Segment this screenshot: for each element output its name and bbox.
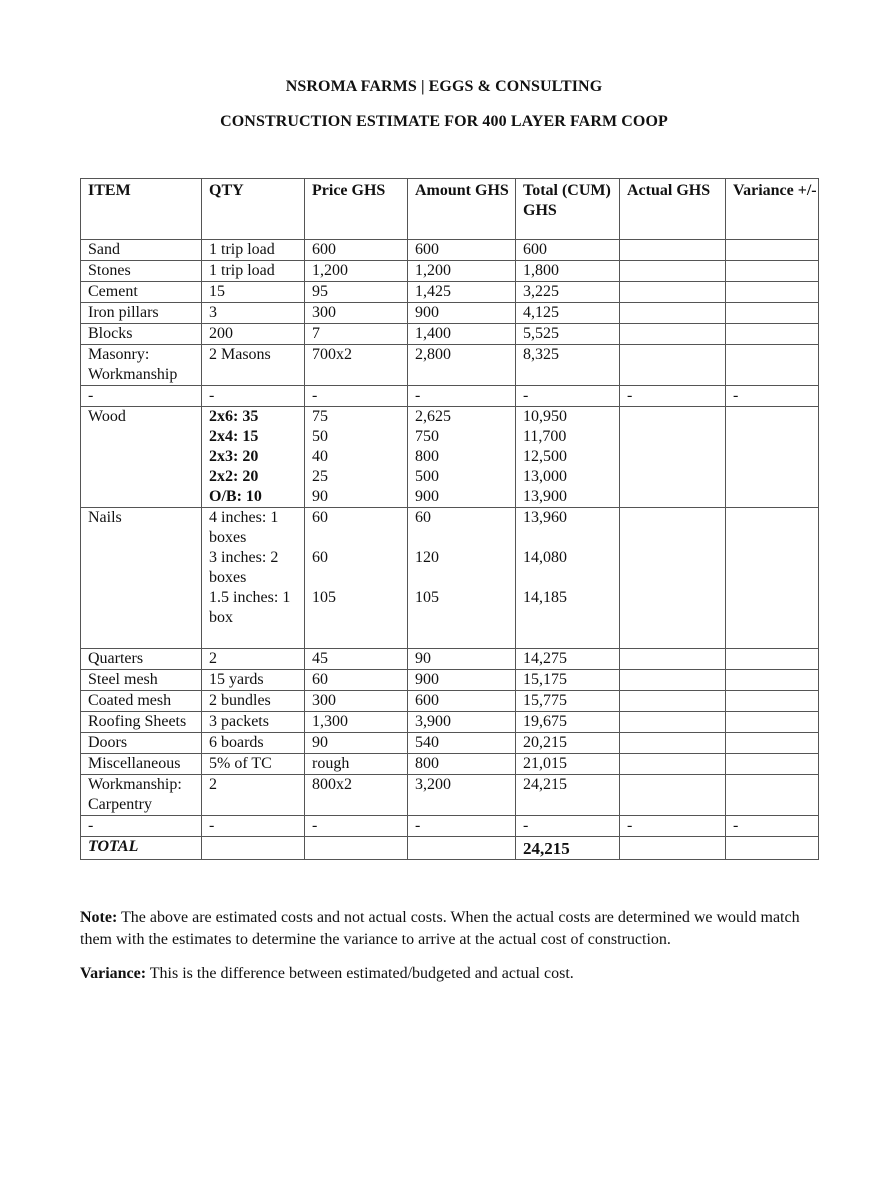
cell-variance <box>726 345 819 386</box>
cell-qty: 2 Masons <box>202 345 305 386</box>
cell-price: 1,200 <box>305 261 408 282</box>
table-row <box>81 303 819 324</box>
cell-qty: 15 yards <box>202 670 305 691</box>
cell-item: Roofing Sheets <box>81 712 202 733</box>
header-variance: Variance +/- <box>726 179 819 240</box>
cell-price: 95 <box>305 282 408 303</box>
cell-variance <box>726 649 819 670</box>
cell-price: rough <box>305 754 408 775</box>
cell-qty: 1 trip load <box>202 240 305 261</box>
total-row <box>81 837 819 860</box>
total-label: TOTAL <box>81 837 202 860</box>
table-row <box>81 261 819 282</box>
cell-amount: 900 <box>408 670 516 691</box>
wood-qty: 2x6: 35 <box>209 408 259 425</box>
header-amount: Amount GHS <box>408 179 516 240</box>
wood-qty: 2x2: 20 <box>209 468 259 485</box>
cell-amount <box>408 407 516 508</box>
cell-item: Miscellaneous <box>81 754 202 775</box>
cell-variance <box>726 670 819 691</box>
cell-total: 5,525 <box>516 324 620 345</box>
wood-row <box>81 407 819 508</box>
wood-total: 10,950 <box>523 408 567 425</box>
cell-total: - <box>516 386 620 407</box>
cell-actual <box>620 670 726 691</box>
cell-total: 15,775 <box>516 691 620 712</box>
separator-row <box>81 386 819 407</box>
estimate-table <box>80 178 819 860</box>
cell-variance <box>726 733 819 754</box>
cell-amount: 600 <box>408 691 516 712</box>
cell-variance: - <box>726 816 819 837</box>
cell-price: 600 <box>305 240 408 261</box>
cell-actual <box>620 407 726 508</box>
cell-actual <box>620 282 726 303</box>
wood-qty: 2x3: 20 <box>209 448 259 465</box>
header-qty: QTY <box>202 179 305 240</box>
cell-variance <box>726 691 819 712</box>
cell-actual <box>620 754 726 775</box>
cell-item: Coated mesh <box>81 691 202 712</box>
cell-item: Nails <box>81 508 202 649</box>
cell-price: 700x2 <box>305 345 408 386</box>
wood-total: 13,900 <box>523 488 567 505</box>
wood-total: 13,000 <box>523 468 567 485</box>
cell-variance <box>726 837 819 860</box>
wood-qty: O/B: 10 <box>209 488 262 505</box>
cell-item: Doors <box>81 733 202 754</box>
wood-price: 25 <box>312 468 328 485</box>
cell-price <box>305 837 408 860</box>
cell-amount: 600 <box>408 240 516 261</box>
table-row <box>81 324 819 345</box>
cell-item: Wood <box>81 407 202 508</box>
cell-actual <box>620 733 726 754</box>
wood-total: 12,500 <box>523 448 567 465</box>
cell-qty: 3 <box>202 303 305 324</box>
cell-total <box>516 407 620 508</box>
cell-price: 300 <box>305 691 408 712</box>
nails-total: 14,080 <box>523 549 567 566</box>
cell-item: Iron pillars <box>81 303 202 324</box>
note-text: The above are estimated costs and not actual costs. When the actual costs are determined we would match them with the estimates to determine the variance to arrive at the actual cost of construction. <box>80 909 800 948</box>
cell-actual: - <box>620 816 726 837</box>
cell-total: 8,325 <box>516 345 620 386</box>
cell-qty <box>202 508 305 649</box>
cell-total: 20,215 <box>516 733 620 754</box>
cell-total: 4,125 <box>516 303 620 324</box>
cell-qty: - <box>202 816 305 837</box>
cell-amount: 800 <box>408 754 516 775</box>
nails-amount: 105 <box>415 589 439 606</box>
nails-qty: 1.5 inches: 1 box <box>209 589 291 626</box>
cell-variance <box>726 754 819 775</box>
cell-variance <box>726 240 819 261</box>
cell-total: - <box>516 816 620 837</box>
variance-paragraph <box>80 963 820 985</box>
cell-total: 19,675 <box>516 712 620 733</box>
cell-price <box>305 407 408 508</box>
nails-row <box>81 508 819 649</box>
cell-amount: 2,800 <box>408 345 516 386</box>
cell-variance <box>726 324 819 345</box>
nails-price: 60 <box>312 509 328 526</box>
wood-amount: 2,625 <box>415 408 451 425</box>
nails-price: 105 <box>312 589 336 606</box>
cell-variance <box>726 303 819 324</box>
wood-amount: 800 <box>415 448 439 465</box>
nails-amount: 60 <box>415 509 431 526</box>
wood-price: 40 <box>312 448 328 465</box>
cell-qty: - <box>202 386 305 407</box>
table-row <box>81 282 819 303</box>
cell-total: 3,225 <box>516 282 620 303</box>
cell-item: Sand <box>81 240 202 261</box>
separator-row <box>81 816 819 837</box>
cell-price: 7 <box>305 324 408 345</box>
wood-amount: 750 <box>415 428 439 445</box>
cell-qty: 5% of TC <box>202 754 305 775</box>
cell-price: 60 <box>305 670 408 691</box>
cell-amount: 540 <box>408 733 516 754</box>
wood-qty: 2x4: 15 <box>209 428 259 445</box>
nails-amount: 120 <box>415 549 439 566</box>
cell-actual <box>620 712 726 733</box>
cell-amount: 1,400 <box>408 324 516 345</box>
cell-amount: 1,425 <box>408 282 516 303</box>
cell-actual: - <box>620 386 726 407</box>
nails-price: 60 <box>312 549 328 566</box>
note-paragraph <box>80 907 820 951</box>
cell-price: 300 <box>305 303 408 324</box>
cell-actual <box>620 691 726 712</box>
wood-price: 90 <box>312 488 328 505</box>
cell-variance <box>726 508 819 649</box>
cell-amount: 1,200 <box>408 261 516 282</box>
wood-total: 11,700 <box>523 428 567 445</box>
nails-total: 13,960 <box>523 509 567 526</box>
cell-qty: 3 packets <box>202 712 305 733</box>
cell-variance <box>726 261 819 282</box>
cell-actual <box>620 303 726 324</box>
nails-total: 14,185 <box>523 589 567 606</box>
cell-actual <box>620 775 726 816</box>
cell-total: 21,015 <box>516 754 620 775</box>
table-row <box>81 670 819 691</box>
total-value: 24,215 <box>516 837 620 860</box>
cell-amount: - <box>408 816 516 837</box>
cell-variance <box>726 712 819 733</box>
cell-qty: 1 trip load <box>202 261 305 282</box>
nails-qty: 4 inches: 1 boxes <box>209 509 279 546</box>
variance-text: This is the difference between estimated/budgeted and actual cost. <box>146 965 574 982</box>
cell-item: Quarters <box>81 649 202 670</box>
company-title: NSROMA FARMS | EGGS & CONSULTING <box>285 78 603 95</box>
wood-amount: 500 <box>415 468 439 485</box>
cell-amount: 3,200 <box>408 775 516 816</box>
cell-item: Masonry: Workmanship <box>81 345 202 386</box>
cell-qty: 2 <box>202 775 305 816</box>
cell-total: 15,175 <box>516 670 620 691</box>
cell-total: 14,275 <box>516 649 620 670</box>
cell-variance <box>726 282 819 303</box>
cell-variance <box>726 775 819 816</box>
table-row <box>81 649 819 670</box>
cell-amount: 3,900 <box>408 712 516 733</box>
table-header-row <box>81 179 819 240</box>
header-item: ITEM <box>81 179 202 240</box>
cell-total <box>516 508 620 649</box>
cell-item: - <box>81 816 202 837</box>
cell-price <box>305 508 408 649</box>
estimate-title: CONSTRUCTION ESTIMATE FOR 400 LAYER FARM COOP <box>220 113 668 130</box>
cell-item: Steel mesh <box>81 670 202 691</box>
cell-actual <box>620 345 726 386</box>
cell-variance <box>726 407 819 508</box>
cell-actual <box>620 837 726 860</box>
table-row <box>81 691 819 712</box>
nails-qty: 3 inches: 2 boxes <box>209 549 279 586</box>
cell-amount: - <box>408 386 516 407</box>
cell-qty <box>202 407 305 508</box>
table-row <box>81 733 819 754</box>
cell-total: 600 <box>516 240 620 261</box>
cell-item: Workmanship: Carpentry <box>81 775 202 816</box>
cell-total: 1,800 <box>516 261 620 282</box>
cell-total: 24,215 <box>516 775 620 816</box>
cell-item: Blocks <box>81 324 202 345</box>
cell-qty: 2 bundles <box>202 691 305 712</box>
cell-actual <box>620 324 726 345</box>
cell-qty: 200 <box>202 324 305 345</box>
table-row <box>81 712 819 733</box>
cell-actual <box>620 649 726 670</box>
note-label: Note: <box>80 909 118 926</box>
cell-qty: 6 boards <box>202 733 305 754</box>
table-row <box>81 345 819 386</box>
table-row <box>81 754 819 775</box>
table-row <box>81 775 819 816</box>
wood-price: 50 <box>312 428 328 445</box>
cell-variance: - <box>726 386 819 407</box>
cell-amount <box>408 837 516 860</box>
cell-price: 1,300 <box>305 712 408 733</box>
cell-price: 90 <box>305 733 408 754</box>
variance-label: Variance: <box>80 965 147 982</box>
header-price: Price GHS <box>305 179 408 240</box>
header-actual: Actual GHS <box>620 179 726 240</box>
header-total: Total (CUM) GHS <box>516 179 620 240</box>
cell-price: 800x2 <box>305 775 408 816</box>
cell-item: - <box>81 386 202 407</box>
table-row <box>81 240 819 261</box>
cell-qty: 2 <box>202 649 305 670</box>
wood-amount: 900 <box>415 488 439 505</box>
cell-amount <box>408 508 516 649</box>
cell-item: Stones <box>81 261 202 282</box>
cell-price: - <box>305 816 408 837</box>
cell-item: Cement <box>81 282 202 303</box>
cell-actual <box>620 508 726 649</box>
cell-amount: 900 <box>408 303 516 324</box>
wood-price: 75 <box>312 408 328 425</box>
cell-actual <box>620 261 726 282</box>
cell-actual <box>620 240 726 261</box>
cell-qty <box>202 837 305 860</box>
cell-qty: 15 <box>202 282 305 303</box>
cell-price: 45 <box>305 649 408 670</box>
cell-price: - <box>305 386 408 407</box>
cell-amount: 90 <box>408 649 516 670</box>
